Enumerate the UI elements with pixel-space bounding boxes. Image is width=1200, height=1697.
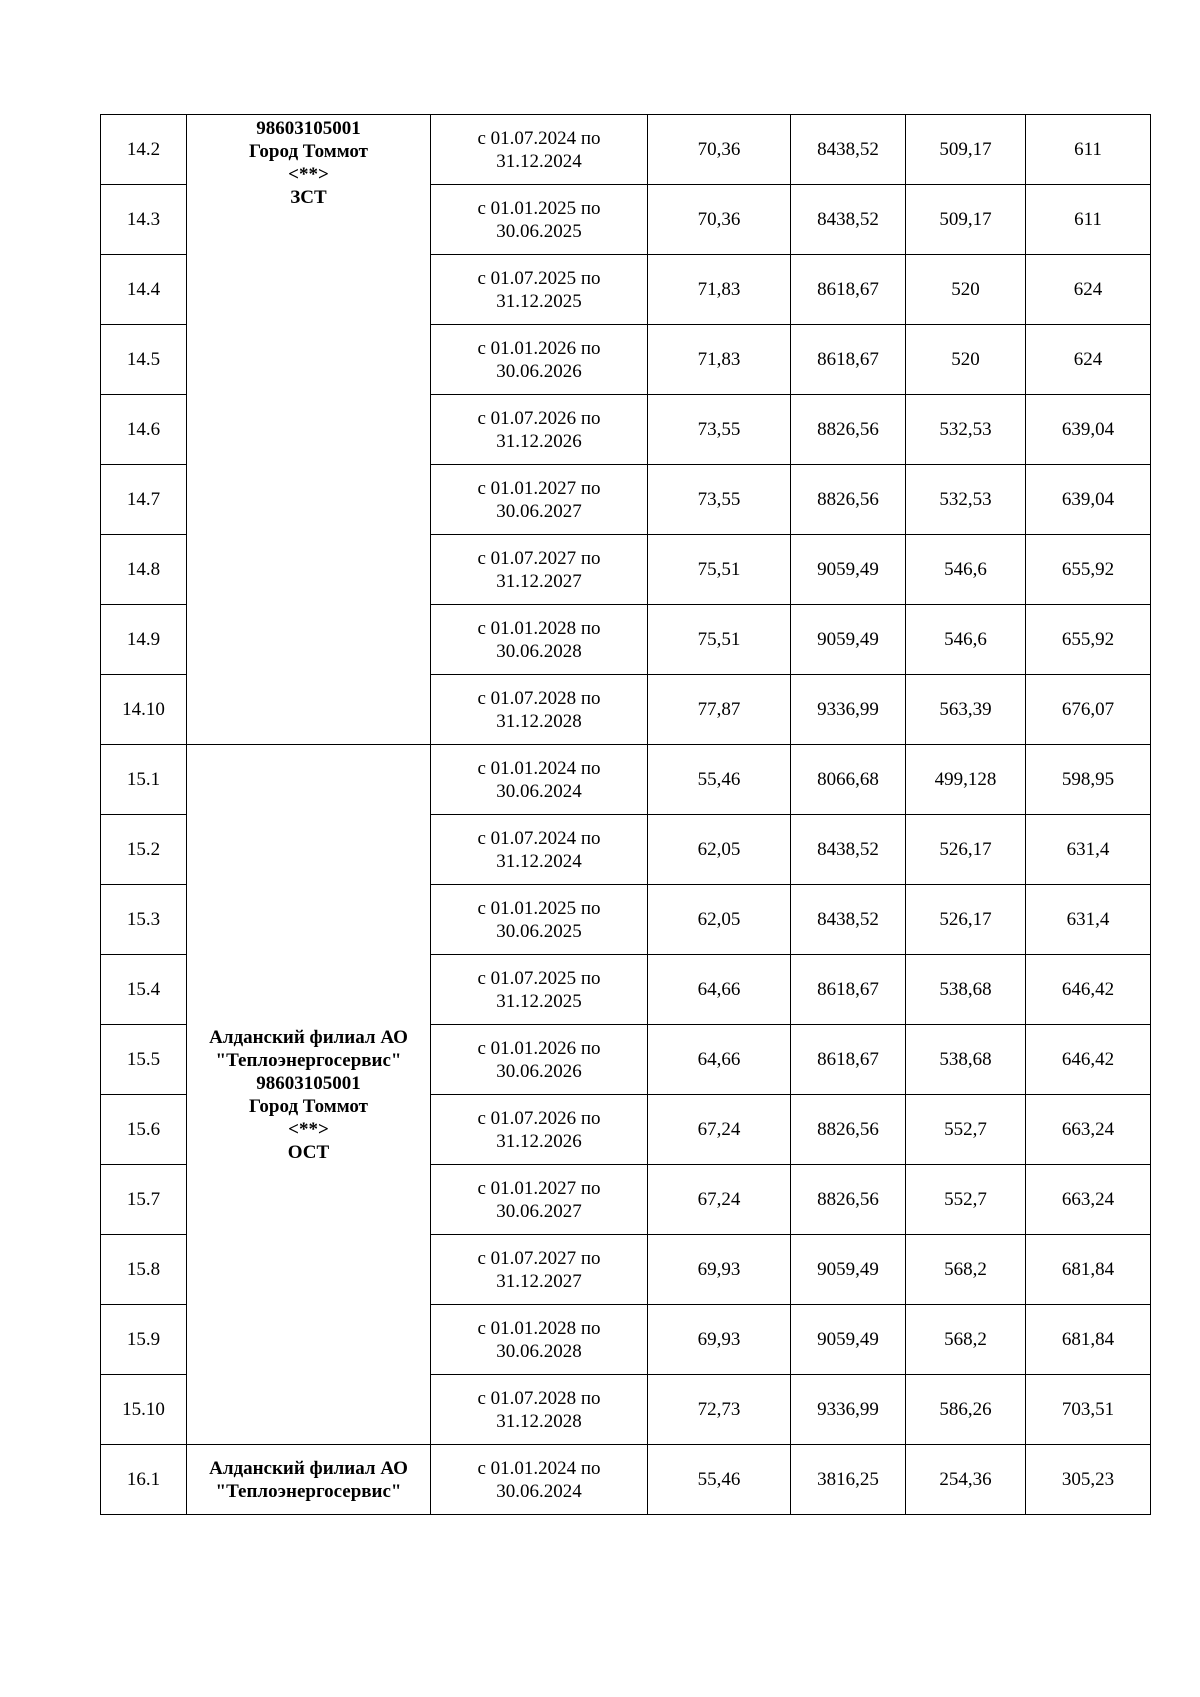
value-cell-3: 254,36	[906, 1445, 1026, 1515]
value-cell-2: 9059,49	[791, 535, 906, 605]
value-cell-1: 72,73	[648, 1375, 791, 1445]
value-cell-4: 631,4	[1026, 885, 1151, 955]
value-cell-2: 8438,52	[791, 185, 906, 255]
period-line: с 01.01.2028 по	[477, 617, 601, 639]
value-cell-1: 71,83	[648, 255, 791, 325]
period-line: с 01.07.2028 по	[477, 1387, 601, 1409]
value-cell-2: 8438,52	[791, 115, 906, 185]
value-cell-3: 532,53	[906, 395, 1026, 465]
organization-line: <**>	[288, 164, 329, 185]
value-cell-2: 8618,67	[791, 255, 906, 325]
value-cell-1: 67,24	[648, 1165, 791, 1235]
value-cell-3: 499,128	[906, 745, 1026, 815]
value-cell-1: 69,93	[648, 1305, 791, 1375]
value-cell-4: 663,24	[1026, 1165, 1151, 1235]
period-cell	[431, 1095, 648, 1165]
value-cell-4: 639,04	[1026, 465, 1151, 535]
value-cell-4: 624	[1026, 325, 1151, 395]
value-cell-3: 509,17	[906, 115, 1026, 185]
table-row	[101, 1445, 1151, 1515]
value-cell-1: 64,66	[648, 955, 791, 1025]
value-cell-2: 8066,68	[791, 745, 906, 815]
value-cell-3: 552,7	[906, 1165, 1026, 1235]
value-cell-3: 526,17	[906, 885, 1026, 955]
value-cell-4: 655,92	[1026, 605, 1151, 675]
period-cell	[431, 185, 648, 255]
row-number-cell: 15.2	[101, 815, 187, 885]
value-cell-4: 681,84	[1026, 1305, 1151, 1375]
value-cell-3: 520	[906, 325, 1026, 395]
value-cell-2: 8618,67	[791, 325, 906, 395]
value-cell-2: 8438,52	[791, 885, 906, 955]
period-cell	[431, 815, 648, 885]
organization-line: Алданский филиал АО	[209, 1457, 408, 1479]
value-cell-2: 8826,56	[791, 1095, 906, 1165]
period-line: 31.12.2027	[496, 570, 582, 592]
organization-line: 98603105001	[256, 1072, 361, 1094]
value-cell-3: 520	[906, 255, 1026, 325]
value-cell-4: 646,42	[1026, 1025, 1151, 1095]
organization-cell	[187, 115, 431, 745]
row-number-cell: 15.5	[101, 1025, 187, 1095]
period-cell	[431, 465, 648, 535]
table-row	[101, 115, 1151, 185]
row-number-cell: 15.9	[101, 1305, 187, 1375]
value-cell-4: 598,95	[1026, 745, 1151, 815]
value-cell-3: 568,2	[906, 1235, 1026, 1305]
value-cell-1: 64,66	[648, 1025, 791, 1095]
period-line: 30.06.2025	[496, 220, 582, 242]
period-line: 30.06.2027	[496, 1200, 582, 1222]
organization-line: ЗСТ	[290, 187, 327, 208]
value-cell-4: 639,04	[1026, 395, 1151, 465]
period-line: 31.12.2024	[496, 850, 582, 872]
period-cell	[431, 1375, 648, 1445]
row-number-cell: 16.1	[101, 1445, 187, 1515]
period-line: 31.12.2026	[496, 1130, 582, 1152]
value-cell-2: 3816,25	[791, 1445, 906, 1515]
row-number-cell: 14.8	[101, 535, 187, 605]
value-cell-2: 8618,67	[791, 1025, 906, 1095]
value-cell-1: 71,83	[648, 325, 791, 395]
period-line: с 01.01.2026 по	[477, 337, 601, 359]
period-cell	[431, 675, 648, 745]
value-cell-1: 77,87	[648, 675, 791, 745]
value-cell-2: 9059,49	[791, 1305, 906, 1375]
value-cell-2: 9336,99	[791, 1375, 906, 1445]
period-line: с 01.07.2024 по	[477, 127, 601, 149]
row-number-cell: 14.6	[101, 395, 187, 465]
period-line: с 01.01.2028 по	[477, 1317, 601, 1339]
period-line: с 01.07.2028 по	[477, 687, 601, 709]
value-cell-4: 655,92	[1026, 535, 1151, 605]
row-number-cell: 14.7	[101, 465, 187, 535]
value-cell-4: 681,84	[1026, 1235, 1151, 1305]
organization-line: 98603105001	[256, 118, 361, 139]
period-line: с 01.07.2026 по	[477, 407, 601, 429]
tariff-table	[100, 114, 1151, 1515]
period-line: с 01.01.2027 по	[477, 477, 601, 499]
period-line: с 01.07.2027 по	[477, 547, 601, 569]
value-cell-1: 62,05	[648, 815, 791, 885]
period-cell	[431, 395, 648, 465]
value-cell-3: 526,17	[906, 815, 1026, 885]
period-line: 30.06.2028	[496, 640, 582, 662]
organization-line: "Теплоэнергосервис"	[215, 1480, 402, 1502]
period-cell	[431, 1025, 648, 1095]
period-cell	[431, 605, 648, 675]
period-line: с 01.01.2026 по	[477, 1037, 601, 1059]
period-line: с 01.01.2024 по	[477, 757, 601, 779]
row-number-cell: 14.3	[101, 185, 187, 255]
period-line: 31.12.2025	[496, 990, 582, 1012]
period-cell	[431, 535, 648, 605]
period-line: с 01.01.2025 по	[477, 197, 601, 219]
row-number-cell: 15.6	[101, 1095, 187, 1165]
period-line: с 01.01.2024 по	[477, 1457, 601, 1479]
row-number-cell: 14.5	[101, 325, 187, 395]
value-cell-1: 70,36	[648, 115, 791, 185]
period-line: 31.12.2028	[496, 710, 582, 732]
value-cell-2: 8826,56	[791, 1165, 906, 1235]
organization-line: <**>	[288, 1118, 329, 1140]
value-cell-4: 663,24	[1026, 1095, 1151, 1165]
row-number-cell: 15.1	[101, 745, 187, 815]
value-cell-3: 568,2	[906, 1305, 1026, 1375]
period-line: 30.06.2025	[496, 920, 582, 942]
organization-cell	[187, 745, 431, 1445]
value-cell-4: 305,23	[1026, 1445, 1151, 1515]
value-cell-2: 8618,67	[791, 955, 906, 1025]
period-line: с 01.07.2025 по	[477, 967, 601, 989]
value-cell-2: 9059,49	[791, 605, 906, 675]
period-line: с 01.07.2027 по	[477, 1247, 601, 1269]
value-cell-1: 55,46	[648, 745, 791, 815]
value-cell-2: 8826,56	[791, 395, 906, 465]
period-line: 31.12.2026	[496, 430, 582, 452]
value-cell-1: 75,51	[648, 535, 791, 605]
value-cell-2: 8826,56	[791, 465, 906, 535]
value-cell-1: 62,05	[648, 885, 791, 955]
period-cell	[431, 745, 648, 815]
value-cell-2: 9059,49	[791, 1235, 906, 1305]
value-cell-1: 55,46	[648, 1445, 791, 1515]
period-cell	[431, 325, 648, 395]
period-line: с 01.07.2026 по	[477, 1107, 601, 1129]
row-number-cell: 15.7	[101, 1165, 187, 1235]
row-number-cell: 14.2	[101, 115, 187, 185]
period-line: 30.06.2028	[496, 1340, 582, 1362]
value-cell-4: 624	[1026, 255, 1151, 325]
row-number-cell: 15.3	[101, 885, 187, 955]
organization-cell	[187, 1445, 431, 1515]
row-number-cell: 15.8	[101, 1235, 187, 1305]
value-cell-3: 538,68	[906, 955, 1026, 1025]
value-cell-4: 611	[1026, 115, 1151, 185]
period-cell	[431, 1445, 648, 1515]
value-cell-1: 70,36	[648, 185, 791, 255]
period-cell	[431, 1305, 648, 1375]
row-number-cell: 15.10	[101, 1375, 187, 1445]
value-cell-3: 552,7	[906, 1095, 1026, 1165]
period-line: 31.12.2028	[496, 1410, 582, 1432]
period-cell	[431, 255, 648, 325]
period-line: 31.12.2027	[496, 1270, 582, 1292]
value-cell-3: 538,68	[906, 1025, 1026, 1095]
value-cell-2: 9336,99	[791, 675, 906, 745]
row-number-cell: 15.4	[101, 955, 187, 1025]
value-cell-1: 73,55	[648, 465, 791, 535]
value-cell-4: 676,07	[1026, 675, 1151, 745]
row-number-cell: 14.9	[101, 605, 187, 675]
row-number-cell: 14.4	[101, 255, 187, 325]
period-line: с 01.07.2024 по	[477, 827, 601, 849]
period-line: 31.12.2024	[496, 150, 582, 172]
organization-line: ОСТ	[287, 1141, 330, 1163]
value-cell-1: 75,51	[648, 605, 791, 675]
value-cell-3: 532,53	[906, 465, 1026, 535]
table-row	[101, 745, 1151, 815]
row-number-cell: 14.10	[101, 675, 187, 745]
value-cell-1: 69,93	[648, 1235, 791, 1305]
period-line: с 01.07.2025 по	[477, 267, 601, 289]
period-cell	[431, 115, 648, 185]
period-line: 30.06.2026	[496, 360, 582, 382]
period-line: 31.12.2025	[496, 290, 582, 312]
period-cell	[431, 1165, 648, 1235]
organization-line: Алданский филиал АО	[209, 1026, 408, 1048]
value-cell-4: 646,42	[1026, 955, 1151, 1025]
period-line: 30.06.2026	[496, 1060, 582, 1082]
value-cell-2: 8438,52	[791, 815, 906, 885]
value-cell-4: 703,51	[1026, 1375, 1151, 1445]
period-line: 30.06.2024	[496, 780, 582, 802]
period-line: 30.06.2024	[496, 1480, 582, 1502]
period-line: 30.06.2027	[496, 500, 582, 522]
value-cell-4: 631,4	[1026, 815, 1151, 885]
value-cell-3: 546,6	[906, 605, 1026, 675]
period-cell	[431, 955, 648, 1025]
organization-line: Город Томмот	[249, 141, 368, 162]
organization-line: "Теплоэнергосервис"	[215, 1049, 402, 1071]
value-cell-1: 73,55	[648, 395, 791, 465]
period-line: с 01.01.2027 по	[477, 1177, 601, 1199]
value-cell-3: 563,39	[906, 675, 1026, 745]
period-cell	[431, 885, 648, 955]
value-cell-3: 509,17	[906, 185, 1026, 255]
value-cell-3: 586,26	[906, 1375, 1026, 1445]
value-cell-4: 611	[1026, 185, 1151, 255]
value-cell-1: 67,24	[648, 1095, 791, 1165]
period-cell	[431, 1235, 648, 1305]
organization-line: Город Томмот	[249, 1095, 368, 1117]
value-cell-3: 546,6	[906, 535, 1026, 605]
table-body	[101, 115, 1151, 1515]
period-line: с 01.01.2025 по	[477, 897, 601, 919]
